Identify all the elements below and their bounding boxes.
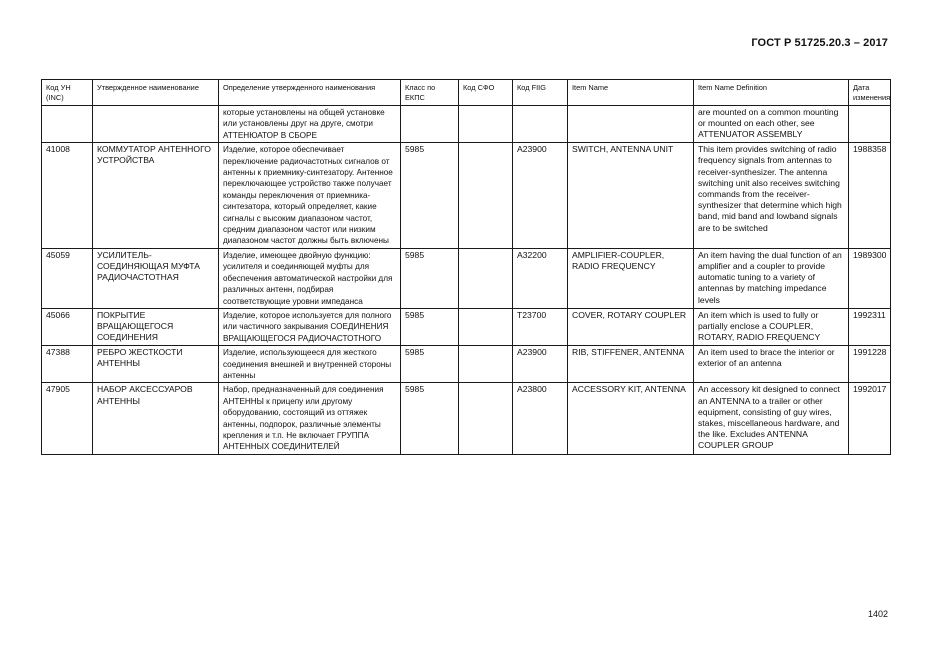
cell-item-definition: are mounted on a common mounting or mounted on each other, see ATTENUATOR ASSEMBLY (694, 106, 849, 143)
cell-sfo (459, 308, 513, 345)
cell-class: 5985 (401, 143, 459, 249)
cell-inc: 45066 (42, 308, 93, 345)
table-row (42, 248, 891, 308)
column-header-name-ru: Утвержденное наименование (93, 80, 219, 106)
cell-inc: 41008 (42, 143, 93, 249)
cell-sfo (459, 106, 513, 143)
column-header-date: Дата изменения (849, 80, 891, 106)
cell-fiig: A23900 (513, 143, 568, 249)
cell-item-name: COVER, ROTARY COUPLER (568, 308, 694, 345)
cell-name-ru: ПОКРЫТИЕ ВРАЩАЮЩЕГОСЯ СОЕДИНЕНИЯ (93, 308, 219, 345)
cell-item-name: RIB, STIFFENER, ANTENNA (568, 346, 694, 383)
table-row (42, 383, 891, 454)
table-row (42, 143, 891, 249)
cell-fiig: A23900 (513, 346, 568, 383)
cell-fiig: A32200 (513, 248, 568, 308)
table-row (42, 308, 891, 345)
cell-inc: 47905 (42, 383, 93, 454)
cell-sfo (459, 248, 513, 308)
column-header-definition-ru: Определение утвержденного наименования (219, 80, 401, 106)
page-number: 1402 (867, 609, 888, 619)
cell-name-ru (93, 106, 219, 143)
cell-date: 1992017 (849, 383, 891, 454)
classification-table (41, 79, 891, 455)
cell-date: 1992311 (849, 308, 891, 345)
cell-inc: 45059 (42, 248, 93, 308)
cell-definition-ru: Изделие, использующееся для жесткого соединения внешней и внутренней стороны антенны (219, 346, 401, 383)
column-header-fiig: Код FIIG (513, 80, 568, 106)
cell-date (849, 106, 891, 143)
cell-item-definition: This item provides switching of radio frequency signals from antennas to receiver-synthesizer. The antenna switching unit also receives switching commands from the receiver-synthesizer that determine which high band, mid band and lowband signals are to be switched (694, 143, 849, 249)
cell-class: 5985 (401, 248, 459, 308)
cell-date: 1991228 (849, 346, 891, 383)
cell-date: 1989300 (849, 248, 891, 308)
cell-sfo (459, 143, 513, 249)
cell-name-ru: НАБОР АКСЕССУАРОВ АНТЕННЫ (93, 383, 219, 454)
table-row (42, 106, 891, 143)
cell-class (401, 106, 459, 143)
column-header-sfo: Код СФО (459, 80, 513, 106)
cell-inc: 47388 (42, 346, 93, 383)
cell-item-definition: An item used to brace the interior or exterior of an antenna (694, 346, 849, 383)
table-header-row (42, 80, 891, 106)
cell-class: 5985 (401, 383, 459, 454)
cell-inc (42, 106, 93, 143)
cell-class: 5985 (401, 346, 459, 383)
column-header-inc: Код УН (INC) (42, 80, 93, 106)
cell-date: 1988358 (849, 143, 891, 249)
cell-definition-ru: Набор, предназначенный для соединения АНТЕННЫ к прицепу или другому оборудованию, состоящий из оттяжек антенны, подпорок, различные элементы крепления и т.п. Не включает ГРУППА АНТЕННЫХ СОЕДИНИТЕЛЕЙ (219, 383, 401, 454)
cell-class: 5985 (401, 308, 459, 345)
cell-item-definition: An item having the dual function of an amplifier and a coupler to provide automatic tuning to a variety of antennas by matching impedance levels (694, 248, 849, 308)
column-header-item-name: Item Name (568, 80, 694, 106)
cell-definition-ru: Изделие, имеющее двойную функцию: усилителя и соединяющей муфты для обеспечения автоматической настройки для различных антенн, подбирая соответствующие уровни импеданса (219, 248, 401, 308)
cell-name-ru: РЕБРО ЖЕСТКОСТИ АНТЕННЫ (93, 346, 219, 383)
cell-item-definition: An item which is used to fully or partially enclose a COUPLER, ROTARY, RADIO FREQUENCY (694, 308, 849, 345)
cell-sfo (459, 383, 513, 454)
cell-item-definition: An accessory kit designed to connect an ANTENNA to a trailer or other equipment, consisting of guy wires, stakes, miscellaneous hardware, and the like. Excludes ANTENNA COUPLER GROUP (694, 383, 849, 454)
cell-fiig (513, 106, 568, 143)
cell-item-name: SWITCH, ANTENNA UNIT (568, 143, 694, 249)
cell-sfo (459, 346, 513, 383)
column-header-item-definition: Item Name Definition (694, 80, 849, 106)
cell-item-name (568, 106, 694, 143)
cell-name-ru: УСИЛИТЕЛЬ-СОЕДИНЯЮЩАЯ МУФТА РАДИОЧАСТОТНАЯ (93, 248, 219, 308)
table-row (42, 346, 891, 383)
cell-definition-ru: которые установлены на общей установке или установлены друг на друге, смотри АТТЕНЮАТОР В СБОРЕ (219, 106, 401, 143)
document-header: ГОСТ Р 51725.20.3 – 2017 (751, 37, 888, 49)
column-header-class: Класс по ЕКПС (401, 80, 459, 106)
cell-fiig: T23700 (513, 308, 568, 345)
cell-name-ru: КОММУТАТОР АНТЕННОГО УСТРОЙСТВА (93, 143, 219, 249)
cell-item-name: AMPLIFIER-COUPLER, RADIO FREQUENCY (568, 248, 694, 308)
cell-definition-ru: Изделие, которое используется для полного или частичного закрывания СОЕДИНЕНИЯ ВРАЩАЮЩЕГОСЯ РАДИОЧАСТОТНОГО (219, 308, 401, 345)
cell-fiig: A23800 (513, 383, 568, 454)
cell-definition-ru: Изделие, которое обеспечивает переключение радиочастотных сигналов от антенны к приемнику-синтезатору. Антенное переключающее устройство также получает команды переключения от приемника-синтезатора, который определяет, какие сигналы с высоким диапазоном частот, средним диапазоном частот или низким диапазоном частот должны быть включены (219, 143, 401, 249)
cell-item-name: ACCESSORY KIT, ANTENNA (568, 383, 694, 454)
